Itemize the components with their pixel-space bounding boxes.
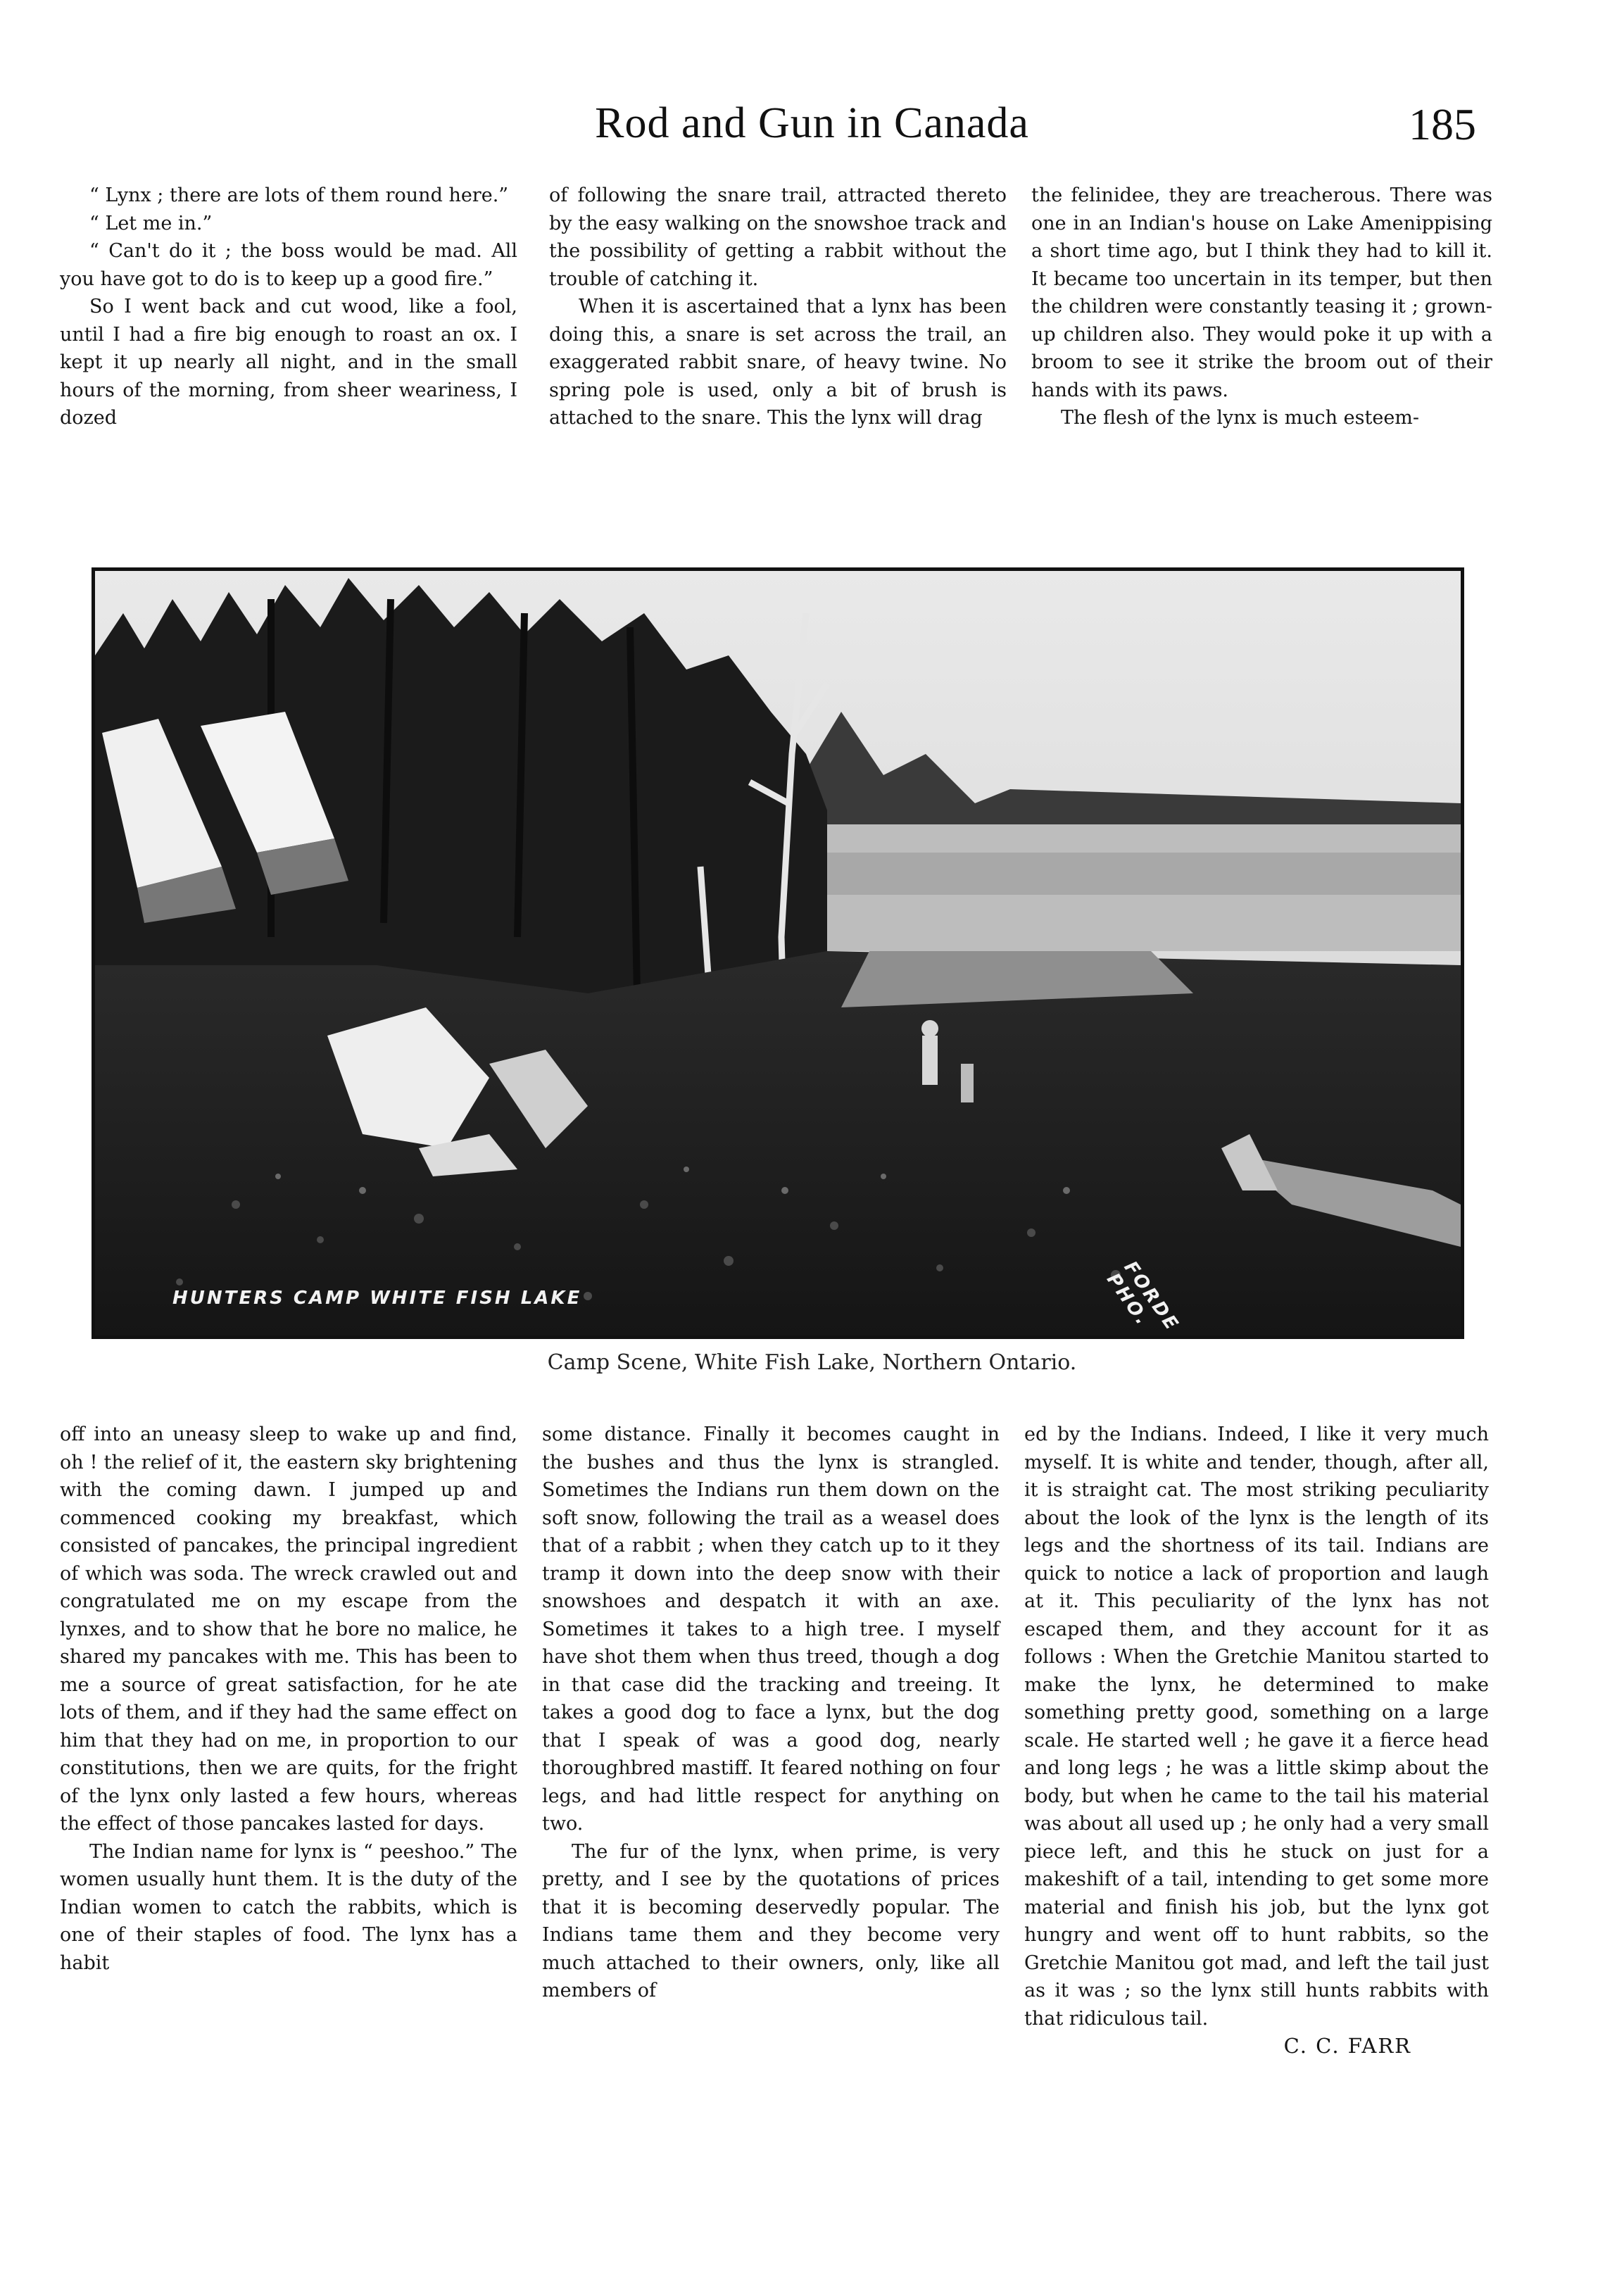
paragraph: the felinidee, they are treacherous. There was one in an Indian's house on Lake Amenippising a short time ago, but I think they had to kill it. It became too uncertain in its temper, but then the children were constantly teasing it ; grown-up children also. They would poke it up with a broom to see it strike the broom out of their hands with its paws. <box>1031 184 1492 401</box>
paragraph: The flesh of the lynx is much esteem- <box>1061 407 1420 429</box>
author-signature: C. C. FARR <box>1283 2034 1411 2058</box>
bottom-column-2 <box>542 1421 1000 2005</box>
photo-caption: Camp Scene, White Fish Lake, Northern Ontario. <box>547 1350 1077 1375</box>
bottom-column-3 <box>1024 1421 1489 2061</box>
bottom-column-1 <box>60 1421 517 1977</box>
paragraph: ed by the Indians. Indeed, I like it very much myself. It is white and tender, though, after all, it is straight cat. The most striking peculiarity about the look of the lynx is the length of its legs and the shortness of its tail. Indians are quick to notice a lack of proportion and laugh at it. This peculiarity of the lynx has not escaped them, and they account for it as follows : When the Gretchie Manitou started to make the lynx, he determined to make something pretty good, something on a large scale. He started well ; he gave it a fierce head and long legs ; he was a little skimp about the body, but when he came to the tail his material was about all used up ; he only had a very small piece left, and this he stuck on just for a makeshift of a tail, intending to get some more material and finish his job, but the lynx got hungry and went off to hunt rabbits, so the Gretchie Manitou got mad, and left the tail just as it was ; so the lynx still hunts rabbits with that ridiculous tail. <box>1024 1423 1489 2030</box>
paragraph: The fur of the lynx, when prime, is very pretty, and I see by the quotations of prices that it is becoming deservedly popular. The Indians tame them and they become very much attached to their owners, only, like all members of <box>542 1840 1000 2001</box>
camp-photograph <box>92 567 1464 1339</box>
photo-illustration <box>95 571 1461 1335</box>
photo-inscription-right: FORDE PHO. <box>1102 1257 1183 1335</box>
paragraph: When it is ascertained that a lynx has been doing this, a snare is set across the trail, an exaggerated rabbit snare, of heavy twine. No spring pole is used, only a bit of brush is attached to the snare. This the lynx will drag <box>549 296 1007 429</box>
paragraph: of following the snare trail, attracted thereto by the easy walking on the snowshoe track and the possibility of getting a rabbit without the trouble of catching it. <box>549 184 1007 290</box>
photo-inscription-left: HUNTERS CAMP WHITE FISH LAKE <box>172 1288 582 1309</box>
paragraph: “ Let me in.” <box>89 212 213 234</box>
paragraph: some distance. Finally it becomes caught in the bushes and thus the lynx is strangled. Sometimes the Indians run them down on the soft snow, following the trail as a weasel does that of a rabbit ; when they catch up to it they tramp it down into the deep snow with their snowshoes and despatch it with an axe. Sometimes it takes to a high tree. I myself have shot them when thus treed, though a dog in that case did the tracking and treeing. It takes a good dog to face a lynx, but the dog that I speak of was a good dog, nearly thoroughbred mastiff. It feared nothing on four legs, and had little respect for anything on two. <box>542 1423 1000 1835</box>
paragraph: So I went back and cut wood, like a fool, until I had a fire big enough to roast an ox. I kept it up nearly all night, and in the small hours of the morning, from sheer weariness, I dozed <box>60 296 517 429</box>
running-header-title: Rod and Gun in Canada <box>595 99 1029 147</box>
paragraph: “ Lynx ; there are lots of them round here.” <box>89 184 509 206</box>
top-column-2 <box>549 182 1007 432</box>
top-column-3 <box>1031 182 1492 432</box>
paragraph: The Indian name for lynx is “ peeshoo.” The women usually hunt them. It is the duty of the Indian women to catch the rabbits, which is one of their staples of food. The lynx has a habit <box>60 1840 517 1974</box>
paragraph: “ Can't do it ; the boss would be mad. All you have got to do is to keep up a good fire.” <box>60 240 517 290</box>
paragraph: off into an uneasy sleep to wake up and find, oh ! the relief of it, the eastern sky brightening with the coming dawn. I jumped up and commenced cooking my breakfast, which consisted of pancakes, the principal ingredient of which was soda. The wreck crawled out and congratulated me on my escape from the lynxes, and to show that he bore no malice, he shared my pancakes with me. This has been to me a source of great satisfaction, for he ate lots of them, and if they had the same effect on him that they had on me, in proportion to our constitutions, then we are quits, for the fright of the lynx only lasted a few hours, whereas the effect of those pancakes lasted for days. <box>60 1423 517 1835</box>
page-number: 185 <box>1409 99 1476 149</box>
top-column-1 <box>60 182 517 432</box>
